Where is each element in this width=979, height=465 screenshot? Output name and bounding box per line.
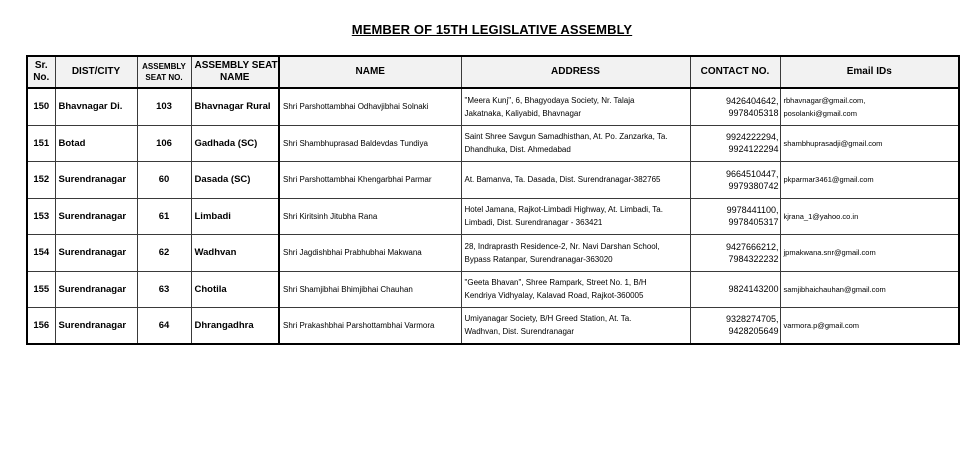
header-contact: CONTACT NO.	[690, 56, 780, 88]
row-contact-line: 9978441100,	[726, 205, 779, 215]
row-seat-no: 61	[137, 198, 191, 234]
row-address-line: "Meera Kunj", 6, Bhagyodaya Society, Nr. Talaja	[464, 95, 635, 105]
row-dist-city: Surendranagar	[55, 234, 137, 271]
row-seat-no: 103	[137, 88, 191, 125]
header-row	[27, 56, 959, 88]
row-address-line: Saint Shree Savgun Samadhisthan, At. Po. Zanzarka, Ta.	[464, 132, 668, 141]
row-email	[780, 198, 959, 234]
row-contact	[690, 161, 780, 198]
row-dist-city: Surendranagar	[55, 161, 137, 198]
row-contact-line: 9924122294	[728, 144, 779, 154]
row-contact-line: 9427666212,	[725, 241, 779, 252]
row-dist-city: Surendranagar	[55, 198, 137, 234]
row-address-line: Kendriya Vidhyalay, Kalavad Road, Rajkot-360005	[464, 291, 644, 300]
row-seat-name: Limbadi	[191, 198, 279, 234]
row-member-name: Shri Kiritsinh Jitubha Rana	[279, 198, 461, 234]
header-dist-city: DIST/CITY	[55, 56, 137, 88]
table-row	[27, 125, 959, 161]
row-email-line[interactable]: varmora.p@gmail.com	[783, 320, 860, 330]
row-dist-city: Bhavnagar Di.	[55, 88, 137, 125]
row-address-line: Jakatnaka, Kaliyabid, Bhavnagar	[464, 108, 582, 118]
header-seat-no-line2: SEAT NO.	[145, 73, 183, 82]
row-contact-line: 9978405318	[728, 107, 779, 118]
members-table	[26, 55, 960, 345]
row-contact-line: 9664510447,	[725, 168, 779, 179]
row-address	[461, 161, 690, 198]
header-seat-no-line1: ASSEMBLY	[142, 62, 186, 71]
row-address-line: Hotel Jamana, Rajkot-Limbadi Highway, At. Limbadi, Ta.	[464, 205, 663, 214]
row-email-line[interactable]: pkparmar3461@gmail.com	[783, 175, 874, 184]
row-seat-no: 63	[137, 271, 191, 307]
row-address-line: Bypass Ratanpar, Surendranagar-363020	[464, 254, 613, 264]
header-seat-name-line2: NAME	[220, 72, 250, 83]
row-contact	[690, 88, 780, 125]
row-contact	[690, 271, 780, 307]
row-seat-name: Dhrangadhra	[191, 307, 279, 344]
row-address	[461, 234, 690, 271]
row-email	[780, 125, 959, 161]
row-email-line[interactable]: shambhuprasadji@gmail.com	[783, 138, 883, 148]
row-email-line[interactable]: kjrana_1@yahoo.co.in	[783, 211, 859, 221]
row-seat-name: Wadhvan	[191, 234, 279, 271]
table-row	[27, 234, 959, 271]
row-email	[780, 307, 959, 344]
header-sr-line2: No.	[33, 72, 50, 83]
row-contact-line: 9428205649	[728, 326, 779, 337]
row-sr-no: 156	[27, 307, 55, 344]
header-seat-name	[191, 56, 279, 88]
row-seat-name: Gadhada (SC)	[191, 125, 279, 161]
row-address	[461, 271, 690, 307]
row-sr-no: 154	[27, 234, 55, 271]
row-sr-no: 152	[27, 161, 55, 198]
header-email: Email IDs	[780, 56, 959, 88]
row-address-line: Dhandhuka, Dist. Ahmedabad	[464, 145, 571, 154]
row-seat-name: Dasada (SC)	[191, 161, 279, 198]
row-address-line: At. Bamanva, Ta. Dasada, Dist. Surendranagar-382765	[464, 175, 661, 184]
row-email	[780, 271, 959, 307]
row-address-line: Wadhvan, Dist. Surendranagar	[464, 327, 575, 337]
row-address	[461, 198, 690, 234]
header-name: NAME	[279, 56, 461, 88]
header-sr-line1: Sr.	[34, 60, 48, 71]
row-dist-city: Surendranagar	[55, 307, 137, 344]
row-contact	[690, 307, 780, 344]
row-email	[780, 88, 959, 125]
row-contact-line: 9426404642,	[725, 95, 779, 106]
row-seat-name: Chotila	[191, 271, 279, 307]
row-address	[461, 307, 690, 344]
row-seat-no: 60	[137, 161, 191, 198]
table-row	[27, 88, 959, 125]
table-row	[27, 161, 959, 198]
row-dist-city: Surendranagar	[55, 271, 137, 307]
row-contact-line: 9924222294,	[725, 132, 779, 142]
header-seat-no	[137, 56, 191, 88]
row-address	[461, 125, 690, 161]
row-contact-line: 7984322232	[728, 253, 779, 264]
row-sr-no: 150	[27, 88, 55, 125]
row-contact-line: 9824143200	[728, 284, 779, 294]
row-email	[780, 161, 959, 198]
row-sr-no: 151	[27, 125, 55, 161]
row-address-line: "Geeta Bhavan", Shree Rampark, Street No. 1, B/H	[464, 278, 647, 287]
row-member-name: Shri Shambhuprasad Baldevdas Tundiya	[279, 125, 461, 161]
row-email	[780, 234, 959, 271]
table-row	[27, 198, 959, 234]
row-contact-line: 9979380742	[728, 180, 779, 191]
row-dist-city: Botad	[55, 125, 137, 161]
row-member-name: Shri Parshottambhai Khengarbhai Parmar	[279, 161, 461, 198]
page-title: MEMBER OF 15TH LEGISLATIVE ASSEMBLY	[351, 22, 633, 37]
row-contact	[690, 125, 780, 161]
row-sr-no: 153	[27, 198, 55, 234]
row-address-line: Limbadi, Dist. Surendranagar - 363421	[464, 218, 603, 227]
header-sr-no	[27, 56, 55, 88]
row-contact	[690, 234, 780, 271]
row-member-name: Shri Jagdishbhai Prabhubhai Makwana	[279, 234, 461, 271]
row-email-line[interactable]: posolanki@gmail.com	[783, 108, 857, 118]
row-seat-name: Bhavnagar Rural	[191, 88, 279, 125]
row-address	[461, 88, 690, 125]
header-address: ADDRESS	[461, 56, 690, 88]
header-seat-name-line1: ASSEMBLY SEAT	[194, 60, 278, 71]
row-contact-line: 9328274705,	[725, 314, 779, 325]
row-member-name: Shri Shamjibhai Bhimjibhai Chauhan	[279, 271, 461, 307]
row-contact	[690, 198, 780, 234]
row-email-line[interactable]: samjibhaichauhan@gmail.com	[783, 284, 886, 294]
row-seat-no: 64	[137, 307, 191, 344]
row-email-line[interactable]: rbhavnagar@gmail.com,	[783, 95, 866, 105]
row-address-line: Umiyanagar Society, B/H Greed Station, At. Ta.	[464, 314, 632, 324]
row-email-line[interactable]: jpmakwana.snr@gmail.com	[783, 248, 876, 257]
row-member-name: Shri Prakashbhai Parshottambhai Varmora	[279, 307, 461, 344]
row-address-line: 28, Indraprasth Residence-2, Nr. Navi Darshan School,	[464, 241, 660, 251]
row-seat-no: 62	[137, 234, 191, 271]
table-row	[27, 271, 959, 307]
table-row	[27, 307, 959, 344]
row-member-name: Shri Parshottambhai Odhavjibhai Solnaki	[279, 88, 461, 125]
row-seat-no: 106	[137, 125, 191, 161]
row-contact-line: 9978405317	[728, 217, 779, 227]
row-sr-no: 155	[27, 271, 55, 307]
